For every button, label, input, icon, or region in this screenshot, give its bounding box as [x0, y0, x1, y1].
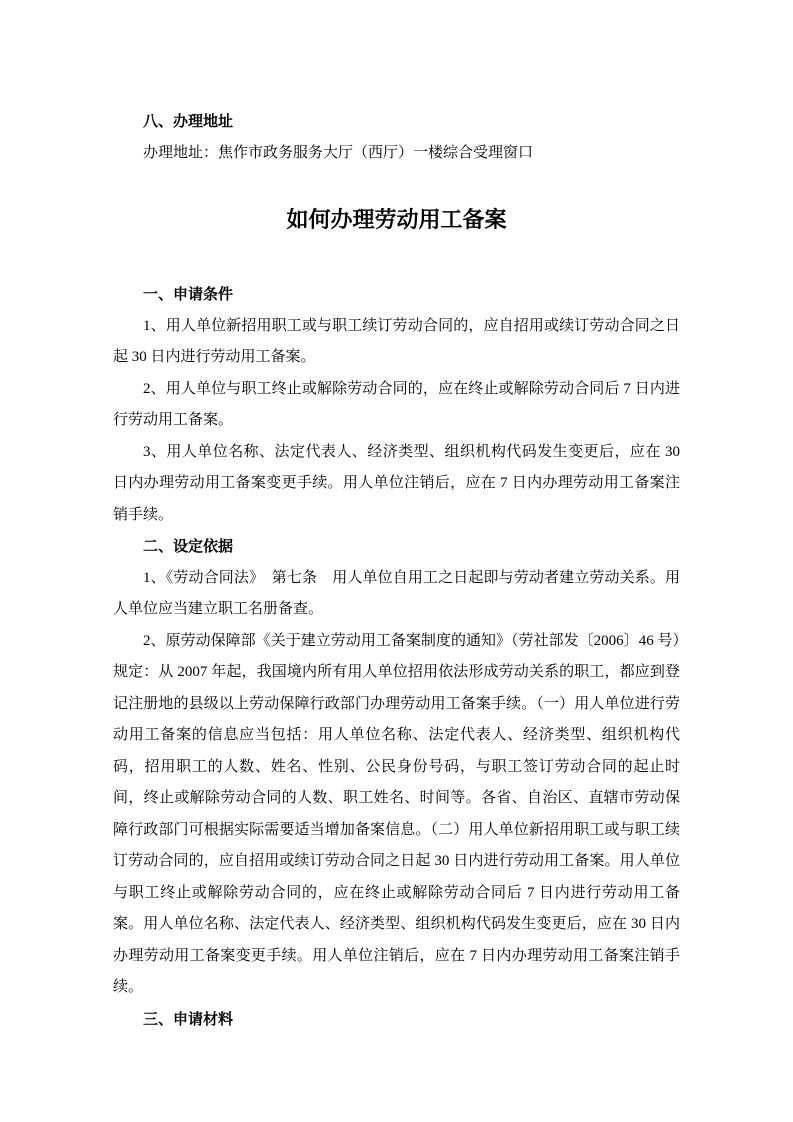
- section-heading: 三、申请材料: [143, 1009, 234, 1028]
- prelude-paragraph: 办理地址：焦作市政务服务大厅（西厅）一楼综合受理窗口: [143, 144, 534, 161]
- paragraph: 2、原劳动保障部《关于建立劳动用工备案制度的通知》（劳社部发〔2006〕46 号）规定：从 2007 年起，我国境内所有用人单位招用依法形成劳动关系的职工，都应到登记注册地的县级以上劳动保障行政部门办理劳动用工备案手续。（一）用人单位进行劳动用工备案的信息应当包括：用人单位名称、法定代表人、经济类型、组织机构代码，招用职工的人数、姓名、性别、公民身份号码，与职工签订劳动合同的起止时间，终止或解除劳动合同的人数、职工姓名、时间等。各省、自治区、直辖市劳动保障行政部门可根据实际需要适当增加备案信息。（二）用人单位新招用职工或与职工续订劳动合同的，应自招用或续订劳动合同之日起 30 日内进行劳动用工备案。用人单位与职工终止或解除劳动合同的，应在终止或解除劳动合同后 7 日内进行劳动用工备案。用人单位名称、法定代表人、经济类型、组织机构代码发生变更后，应在 30 日内办理劳动用工备案变更手续。用人单位注销后，应在 7 日内办理劳动用工备案注销手续。: [113, 632, 680, 995]
- paragraph: 3、用人单位名称、法定代表人、经济类型、组织机构代码发生变更后，应在 30 日内办理劳动用工备案变更手续。用人单位注销后，应在 7 日内办理劳动用工备案注销手续。: [113, 443, 680, 523]
- document-title: 如何办理劳动用工备案: [286, 208, 507, 233]
- section-legal-basis: [113, 531, 680, 1004]
- paragraph: 1、《劳动合同法》 第七条 用人单位自用工之日起即与劳动者建立劳动关系。用人单位应当建立职工名册备查。: [113, 569, 680, 617]
- paragraph: 2、用人单位与职工终止或解除劳动合同的，应在终止或解除劳动合同后 7 日内进行劳动用工备案。: [113, 380, 680, 428]
- paragraph: 1、用人单位新招用职工或与职工续订劳动合同的，应自招用或续订劳动合同之日起 30 日内进行劳动用工备案。: [113, 317, 680, 365]
- section-application-materials: [113, 1004, 680, 1036]
- section-heading: 二、设定依据: [143, 537, 234, 555]
- section-application-conditions: [113, 279, 680, 531]
- prelude-heading: 八、办理地址: [143, 112, 234, 130]
- section-heading: 一、申请条件: [143, 285, 234, 303]
